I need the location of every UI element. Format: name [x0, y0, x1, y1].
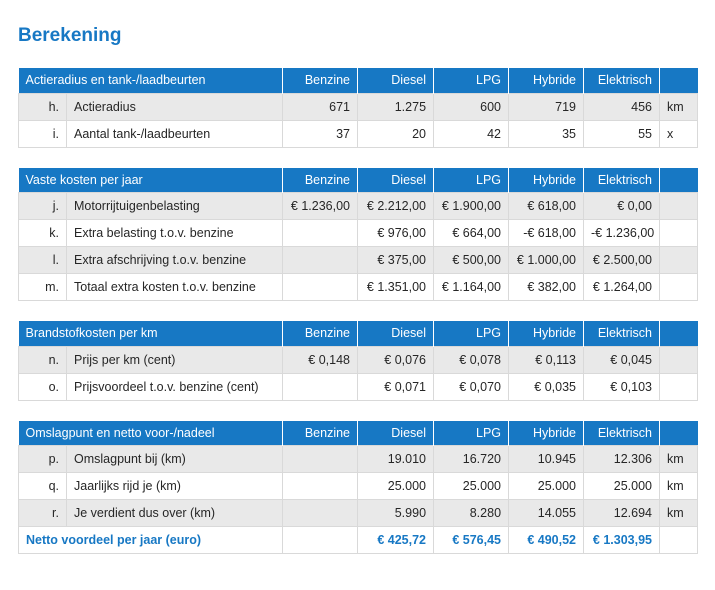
cell-value: € 1.164,00 — [434, 274, 509, 301]
total-value: € 425,72 — [358, 527, 434, 554]
header-row — [19, 68, 698, 93]
cell-value: € 375,00 — [358, 247, 434, 274]
table-row — [19, 500, 698, 527]
column-header-lpg: LPG — [434, 168, 509, 193]
total-value: € 576,45 — [434, 527, 509, 554]
header-row — [19, 421, 698, 446]
column-header-diesel: Diesel — [358, 421, 434, 446]
cell-value: 456 — [584, 93, 660, 120]
cell-value: 37 — [283, 120, 358, 147]
column-header-diesel: Diesel — [358, 168, 434, 193]
column-header-unit — [660, 321, 698, 346]
cell-value: € 0,148 — [283, 346, 358, 373]
unit-cell — [660, 193, 698, 220]
unit-cell: km — [660, 473, 698, 500]
cell-value — [283, 446, 358, 473]
row-letter: l. — [19, 247, 67, 274]
unit-cell — [660, 346, 698, 373]
row-label: Totaal extra kosten t.o.v. benzine — [67, 274, 283, 301]
cell-value: € 0,113 — [509, 346, 584, 373]
row-label: Prijs per km (cent) — [67, 346, 283, 373]
cell-value: € 0,035 — [509, 373, 584, 400]
cell-value: 12.306 — [584, 446, 660, 473]
cell-value: € 0,078 — [434, 346, 509, 373]
table-section-1 — [18, 168, 698, 302]
column-header-diesel: Diesel — [358, 321, 434, 346]
cell-value: 25.000 — [434, 473, 509, 500]
table-title: Actieradius en tank-/laadbeurten — [19, 68, 283, 93]
cell-value: 25.000 — [358, 473, 434, 500]
unit-cell — [660, 220, 698, 247]
table-section-2 — [18, 321, 698, 401]
row-letter: p. — [19, 446, 67, 473]
column-header-benzine: Benzine — [283, 68, 358, 93]
total-label: Netto voordeel per jaar (euro) — [19, 527, 283, 554]
cell-value: € 0,00 — [584, 193, 660, 220]
table-section-0 — [18, 68, 698, 148]
column-header-benzine: Benzine — [283, 421, 358, 446]
header-row — [19, 321, 698, 346]
unit-cell: km — [660, 500, 698, 527]
row-letter: k. — [19, 220, 67, 247]
cell-value: 25.000 — [584, 473, 660, 500]
table-row — [19, 446, 698, 473]
total-value: € 490,52 — [509, 527, 584, 554]
cell-value: € 976,00 — [358, 220, 434, 247]
unit-cell — [660, 274, 698, 301]
cell-value — [283, 220, 358, 247]
cell-value — [283, 500, 358, 527]
table-section-3 — [18, 421, 698, 555]
total-row — [19, 527, 698, 554]
row-label: Extra afschrijving t.o.v. benzine — [67, 247, 283, 274]
cell-value: € 0,071 — [358, 373, 434, 400]
cell-value: € 2.500,00 — [584, 247, 660, 274]
tables-container — [18, 68, 697, 554]
cell-value: 671 — [283, 93, 358, 120]
cell-value: 55 — [584, 120, 660, 147]
table-row — [19, 193, 698, 220]
column-header-hybride: Hybride — [509, 168, 584, 193]
cell-value: 35 — [509, 120, 584, 147]
table-row — [19, 473, 698, 500]
table-title: Brandstofkosten per km — [19, 321, 283, 346]
row-label: Extra belasting t.o.v. benzine — [67, 220, 283, 247]
unit-cell: km — [660, 93, 698, 120]
cell-value: 600 — [434, 93, 509, 120]
cell-value: 42 — [434, 120, 509, 147]
cell-value: € 382,00 — [509, 274, 584, 301]
cell-value — [283, 247, 358, 274]
cell-value: € 1.236,00 — [283, 193, 358, 220]
cell-value: € 1.264,00 — [584, 274, 660, 301]
cell-value: 14.055 — [509, 500, 584, 527]
cell-value: € 2.212,00 — [358, 193, 434, 220]
table-row — [19, 93, 698, 120]
table-row — [19, 373, 698, 400]
column-header-unit — [660, 68, 698, 93]
row-label: Prijsvoordeel t.o.v. benzine (cent) — [67, 373, 283, 400]
column-header-hybride: Hybride — [509, 421, 584, 446]
column-header-hybride: Hybride — [509, 68, 584, 93]
table-row — [19, 346, 698, 373]
row-label: Motorrijtuigenbelasting — [67, 193, 283, 220]
table-row — [19, 247, 698, 274]
table-title: Vaste kosten per jaar — [19, 168, 283, 193]
cell-value: 19.010 — [358, 446, 434, 473]
column-header-benzine: Benzine — [283, 168, 358, 193]
cell-value: 25.000 — [509, 473, 584, 500]
column-header-lpg: LPG — [434, 68, 509, 93]
cell-value: -€ 618,00 — [509, 220, 584, 247]
total-value — [283, 527, 358, 554]
column-header-hybride: Hybride — [509, 321, 584, 346]
row-letter: r. — [19, 500, 67, 527]
row-letter: n. — [19, 346, 67, 373]
row-letter: o. — [19, 373, 67, 400]
row-label: Aantal tank-/laadbeurten — [67, 120, 283, 147]
unit-cell — [660, 373, 698, 400]
column-header-unit — [660, 421, 698, 446]
cell-value: € 618,00 — [509, 193, 584, 220]
table-row — [19, 220, 698, 247]
cell-value: 20 — [358, 120, 434, 147]
cell-value: € 664,00 — [434, 220, 509, 247]
unit-cell: x — [660, 120, 698, 147]
column-header-benzine: Benzine — [283, 321, 358, 346]
row-letter: q. — [19, 473, 67, 500]
row-letter: m. — [19, 274, 67, 301]
header-row — [19, 168, 698, 193]
table-row — [19, 120, 698, 147]
row-letter: h. — [19, 93, 67, 120]
column-header-unit — [660, 168, 698, 193]
row-label: Je verdient dus over (km) — [67, 500, 283, 527]
page-title: Berekening — [18, 25, 122, 46]
row-label: Jaarlijks rijd je (km) — [67, 473, 283, 500]
column-header-elektrisch: Elektrisch — [584, 168, 660, 193]
column-header-lpg: LPG — [434, 321, 509, 346]
unit-cell: km — [660, 446, 698, 473]
column-header-diesel: Diesel — [358, 68, 434, 93]
unit-cell — [660, 527, 698, 554]
cell-value: € 0,045 — [584, 346, 660, 373]
cell-value: -€ 1.236,00 — [584, 220, 660, 247]
cell-value: 12.694 — [584, 500, 660, 527]
cell-value: € 0,070 — [434, 373, 509, 400]
cell-value: 16.720 — [434, 446, 509, 473]
row-label: Actieradius — [67, 93, 283, 120]
cell-value: € 500,00 — [434, 247, 509, 274]
row-letter: j. — [19, 193, 67, 220]
unit-cell — [660, 247, 698, 274]
cell-value: 1.275 — [358, 93, 434, 120]
table-row — [19, 274, 698, 301]
cell-value: € 1.351,00 — [358, 274, 434, 301]
cell-value: € 1.000,00 — [509, 247, 584, 274]
column-header-lpg: LPG — [434, 421, 509, 446]
column-header-elektrisch: Elektrisch — [584, 421, 660, 446]
cell-value: € 1.900,00 — [434, 193, 509, 220]
cell-value — [283, 274, 358, 301]
cell-value: € 0,103 — [584, 373, 660, 400]
total-value: € 1.303,95 — [584, 527, 660, 554]
table-title: Omslagpunt en netto voor-/nadeel — [19, 421, 283, 446]
cell-value: € 0,076 — [358, 346, 434, 373]
cell-value: 719 — [509, 93, 584, 120]
cell-value: 5.990 — [358, 500, 434, 527]
cell-value: 8.280 — [434, 500, 509, 527]
cell-value: 10.945 — [509, 446, 584, 473]
row-letter: i. — [19, 120, 67, 147]
row-label: Omslagpunt bij (km) — [67, 446, 283, 473]
cell-value — [283, 373, 358, 400]
cell-value — [283, 473, 358, 500]
column-header-elektrisch: Elektrisch — [584, 68, 660, 93]
column-header-elektrisch: Elektrisch — [584, 321, 660, 346]
